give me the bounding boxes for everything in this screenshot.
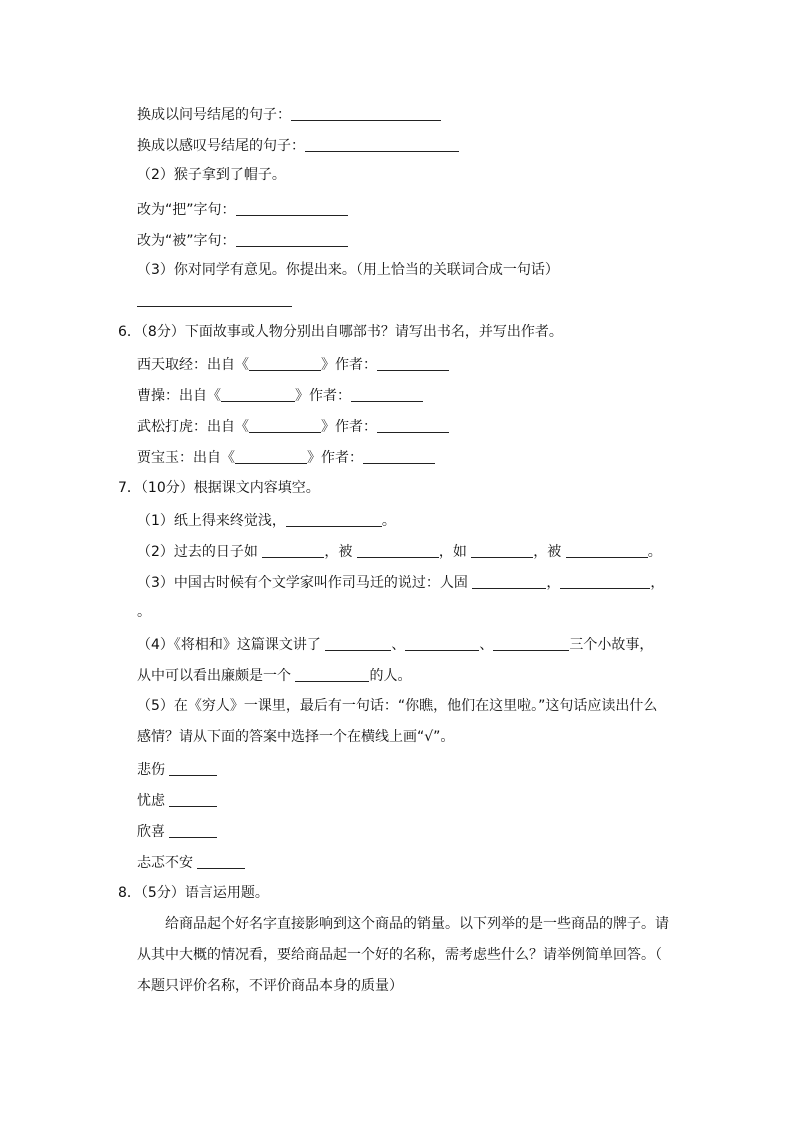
answer-blank[interactable]: [291, 106, 441, 121]
q6-row-journey-west: [137, 356, 449, 372]
answer-blank[interactable]: [405, 636, 479, 651]
q8-paragraph-line-2: 从其中大概的情况看，要给商品起一个好的名称，需考虑些什么？请举例简单回答。（: [137, 947, 662, 963]
answer-blank[interactable]: [357, 543, 439, 558]
q7-item-4-text: 的人。: [369, 668, 412, 684]
punctuation: 、: [479, 637, 494, 653]
q7-item-5-cont: 感情？请从下面的答案中选择一个在横线上画“√”。: [137, 729, 455, 745]
author-blank[interactable]: [351, 387, 423, 402]
q6-row-label: 曹操：出自《: [137, 388, 221, 404]
answer-blank[interactable]: [566, 543, 648, 558]
answer-blank[interactable]: [493, 636, 569, 651]
rewrite-question-label: 换成以问号结尾的句子：: [137, 107, 291, 123]
answer-blank[interactable]: [137, 292, 292, 307]
question-8-header: 8．（5分）语言运用题。: [118, 885, 269, 901]
q7-item-2-text: （2）过去的日子如: [137, 544, 258, 560]
answer-blank[interactable]: [560, 574, 650, 589]
answer-blank[interactable]: [471, 543, 533, 558]
question-6-header: 6．（8分）下面故事或人物分别出自哪部书？请写出书名，并写出作者。: [118, 324, 563, 340]
option-uneasy: [137, 854, 245, 870]
q7-item-1-text: （1）纸上得来终觉浅，: [137, 513, 286, 529]
book-blank[interactable]: [249, 356, 321, 371]
rewrite-exclaim-label: 换成以感叹号结尾的句子：: [137, 138, 305, 154]
q7-item-3-end: 。: [137, 604, 151, 620]
check-blank[interactable]: [169, 823, 217, 838]
q6-row-cao-cao: [137, 387, 423, 403]
q6-row-jia-baoyu: [137, 449, 435, 465]
q7-item-4: [137, 636, 653, 652]
q7-item-2-text: ，被: [324, 544, 353, 560]
option-label: 悲伤: [137, 762, 165, 778]
q8-paragraph-line-1: 给商品起个好名字直接影响到这个商品的销量。以下列举的是一些商品的牌子。请: [165, 916, 669, 932]
punctuation: ，: [546, 575, 561, 591]
q7-item-2-text: ，如: [438, 544, 467, 560]
punctuation: 、: [391, 637, 406, 653]
option-label: 忐忑不安: [137, 855, 193, 871]
q7-item-2: [137, 543, 662, 559]
sub-question-3: （3）你对同学有意见。你提出来。（用上恰当的关联词合成一句话）: [137, 262, 559, 278]
q7-item-4-text: 从中可以看出廉颇是一个: [137, 668, 291, 684]
option-worried: [137, 792, 217, 808]
bei-sentence-label: 改为“被”字句：: [137, 233, 236, 249]
rewrite-exclaim-line: [137, 137, 459, 153]
answer-blank[interactable]: [236, 232, 348, 247]
answer-blank[interactable]: [325, 636, 391, 651]
punctuation: ，: [650, 575, 665, 591]
author-blank[interactable]: [377, 418, 449, 433]
punctuation: 。: [381, 513, 396, 529]
q7-item-4-text: （4）《将相和》这篇课文讲了: [137, 637, 321, 653]
q7-item-1: [137, 512, 396, 528]
q7-item-3-text: （3）中国古时候有个文学家叫作司马迁的说过：人固: [137, 575, 468, 591]
q6-row-author-label: 》作者：: [321, 357, 377, 373]
book-blank[interactable]: [249, 418, 321, 433]
bei-sentence-line: [137, 232, 348, 248]
ba-sentence-label: 改为“把”字句：: [137, 202, 236, 218]
sub-question-3-answer: [137, 292, 292, 308]
ba-sentence-line: [137, 201, 348, 217]
book-blank[interactable]: [221, 387, 295, 402]
answer-blank[interactable]: [236, 201, 348, 216]
check-blank[interactable]: [169, 792, 217, 807]
option-happy: [137, 823, 217, 839]
answer-blank[interactable]: [305, 137, 459, 152]
q7-item-4-text: 三个小故事，: [569, 637, 654, 653]
q6-row-wu-song: [137, 418, 449, 434]
q6-row-author-label: 》作者：: [295, 388, 351, 404]
check-blank[interactable]: [169, 761, 217, 776]
q7-item-4-cont: [137, 667, 411, 683]
sub-question-2: （2）猴子拿到了帽子。: [137, 167, 286, 183]
q7-item-5: （5）在《穷人》一课里，最后有一句话：“你瞧，他们在这里啦。”这句话应读出什么: [137, 698, 658, 714]
answer-blank[interactable]: [286, 512, 382, 527]
punctuation: 。: [647, 544, 662, 560]
answer-blank[interactable]: [472, 574, 546, 589]
check-blank[interactable]: [197, 854, 245, 869]
q6-row-author-label: 》作者：: [321, 419, 377, 435]
answer-blank[interactable]: [262, 543, 324, 558]
author-blank[interactable]: [363, 449, 435, 464]
q6-row-label: 武松打虎：出自《: [137, 419, 249, 435]
q6-row-label: 贾宝玉：出自《: [137, 450, 235, 466]
book-blank[interactable]: [235, 449, 307, 464]
option-label: 欣喜: [137, 824, 165, 840]
q6-row-author-label: 》作者：: [307, 450, 363, 466]
answer-blank[interactable]: [295, 667, 369, 682]
q8-paragraph-line-3: 本题只评价名称，不评价商品本身的质量）: [137, 978, 403, 994]
q7-item-3: [137, 574, 664, 590]
option-label: 忧虑: [137, 793, 165, 809]
q7-item-2-text: ，被: [533, 544, 562, 560]
option-sad: [137, 761, 217, 777]
question-7-header: 7．（10分）根据课文内容填空。: [118, 480, 320, 496]
q6-row-label: 西天取经：出自《: [137, 357, 249, 373]
author-blank[interactable]: [377, 356, 449, 371]
rewrite-question-line: [137, 106, 441, 122]
